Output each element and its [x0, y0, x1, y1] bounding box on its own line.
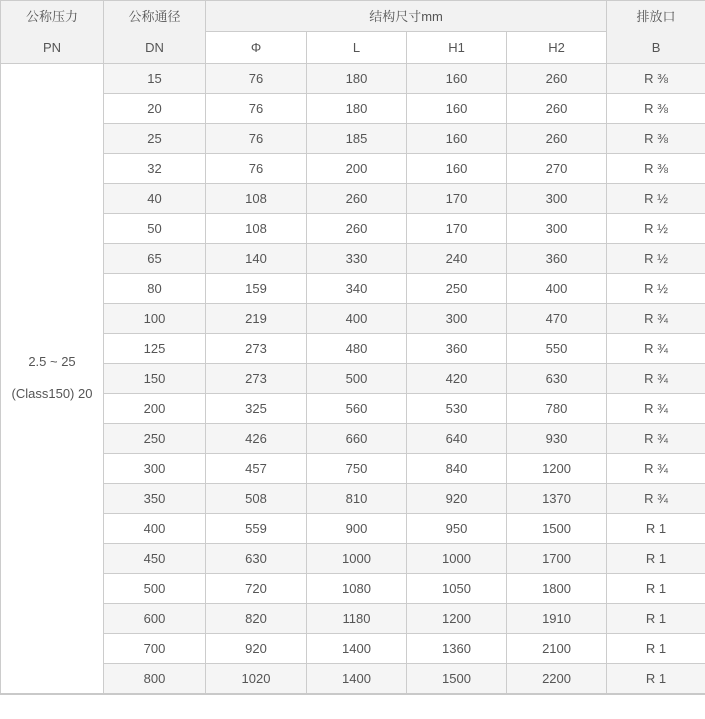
cell-dn: 600 [104, 604, 206, 634]
cell-h2: 630 [507, 364, 607, 394]
cell-b: R 1 [607, 514, 705, 544]
cell-dn: 15 [104, 64, 206, 94]
cell-b: R 1 [607, 604, 705, 634]
table-row [1, 544, 705, 574]
cell-h1: 160 [407, 154, 507, 184]
cell-h1: 1050 [407, 574, 507, 604]
table-row [1, 604, 705, 634]
cell-l: 1400 [307, 664, 407, 694]
cell-h2: 930 [507, 424, 607, 454]
cell-h2: 1500 [507, 514, 607, 544]
table-row [1, 274, 705, 304]
cell-dn: 700 [104, 634, 206, 664]
cell-b: R ¾ [607, 304, 705, 334]
cell-h1: 170 [407, 184, 507, 214]
cell-l: 500 [307, 364, 407, 394]
cell-h1: 420 [407, 364, 507, 394]
header-nominal-pressure [1, 1, 104, 64]
cell-h2: 2200 [507, 664, 607, 694]
cell-phi: 559 [206, 514, 307, 544]
cell-b: R ¾ [607, 484, 705, 514]
cell-b: R ⅜ [607, 64, 705, 94]
cell-l: 185 [307, 124, 407, 154]
header-nominal-pressure-abbr: PN [42, 40, 62, 55]
cell-phi: 159 [206, 274, 307, 304]
header-row-1 [1, 1, 705, 32]
cell-l: 660 [307, 424, 407, 454]
table-row [1, 334, 705, 364]
table-row [1, 184, 705, 214]
cell-b: R ½ [607, 274, 705, 304]
cell-dn: 125 [104, 334, 206, 364]
subheader-h1: H1 [407, 31, 507, 63]
cell-dn: 50 [104, 214, 206, 244]
cell-b: R 1 [607, 574, 705, 604]
cell-b: R 1 [607, 664, 705, 694]
cell-dn: 800 [104, 664, 206, 694]
cell-l: 750 [307, 454, 407, 484]
cell-phi: 426 [206, 424, 307, 454]
cell-dn: 350 [104, 484, 206, 514]
cell-dn: 25 [104, 124, 206, 154]
cell-h2: 550 [507, 334, 607, 364]
cell-phi: 508 [206, 484, 307, 514]
table-row [1, 214, 705, 244]
cell-dn: 65 [104, 244, 206, 274]
header-discharge-port-cn: 排放口 [636, 9, 676, 24]
table-row [1, 154, 705, 184]
cell-l: 180 [307, 94, 407, 124]
cell-dn: 40 [104, 184, 206, 214]
cell-l: 400 [307, 304, 407, 334]
cell-phi: 76 [206, 154, 307, 184]
cell-b: R ¾ [607, 424, 705, 454]
cell-phi: 273 [206, 364, 307, 394]
cell-dn: 400 [104, 514, 206, 544]
cell-phi: 108 [206, 184, 307, 214]
cell-b: R ½ [607, 214, 705, 244]
cell-h1: 240 [407, 244, 507, 274]
cell-h2: 270 [507, 154, 607, 184]
table-header [1, 1, 705, 64]
cell-b: R 1 [607, 634, 705, 664]
cell-phi: 108 [206, 214, 307, 244]
cell-b: R ⅜ [607, 154, 705, 184]
cell-b: R ¾ [607, 364, 705, 394]
cell-dn: 300 [104, 454, 206, 484]
cell-l: 1080 [307, 574, 407, 604]
table-row [1, 634, 705, 664]
cell-h1: 640 [407, 424, 507, 454]
table-row [1, 424, 705, 454]
header-nominal-diameter [104, 1, 206, 64]
header-structure-dimensions: 结构尺寸mm [206, 1, 607, 32]
cell-phi: 76 [206, 94, 307, 124]
cell-phi: 630 [206, 544, 307, 574]
cell-h2: 470 [507, 304, 607, 334]
table-row [1, 454, 705, 484]
cell-b: R ¾ [607, 454, 705, 484]
cell-l: 260 [307, 184, 407, 214]
table-row [1, 394, 705, 424]
cell-l: 180 [307, 64, 407, 94]
pn-value-merged-cell [1, 64, 104, 694]
table-row [1, 124, 705, 154]
cell-h2: 300 [507, 184, 607, 214]
cell-phi: 920 [206, 634, 307, 664]
table-body [1, 64, 705, 694]
cell-phi: 1020 [206, 664, 307, 694]
cell-h1: 160 [407, 124, 507, 154]
cell-b: R ½ [607, 184, 705, 214]
cell-dn: 150 [104, 364, 206, 394]
cell-h2: 1700 [507, 544, 607, 574]
cell-phi: 219 [206, 304, 307, 334]
pn-value-range: 2.5 ~ 25 [28, 354, 76, 370]
cell-phi: 325 [206, 394, 307, 424]
cell-phi: 140 [206, 244, 307, 274]
header-discharge-port [607, 1, 705, 64]
cell-h1: 160 [407, 64, 507, 94]
cell-dn: 100 [104, 304, 206, 334]
table-row [1, 484, 705, 514]
cell-h2: 1370 [507, 484, 607, 514]
cell-b: R ¾ [607, 394, 705, 424]
table-row [1, 94, 705, 124]
cell-dn: 200 [104, 394, 206, 424]
cell-h2: 360 [507, 244, 607, 274]
cell-h2: 1200 [507, 454, 607, 484]
table-row [1, 574, 705, 604]
cell-dn: 250 [104, 424, 206, 454]
cell-h1: 530 [407, 394, 507, 424]
cell-h2: 2100 [507, 634, 607, 664]
cell-l: 340 [307, 274, 407, 304]
cell-b: R ⅜ [607, 124, 705, 154]
cell-phi: 720 [206, 574, 307, 604]
cell-l: 1400 [307, 634, 407, 664]
table-row [1, 64, 705, 94]
cell-h1: 160 [407, 94, 507, 124]
cell-l: 260 [307, 214, 407, 244]
cell-l: 810 [307, 484, 407, 514]
cell-l: 200 [307, 154, 407, 184]
cell-h2: 780 [507, 394, 607, 424]
cell-h1: 1360 [407, 634, 507, 664]
cell-phi: 76 [206, 124, 307, 154]
cell-l: 560 [307, 394, 407, 424]
cell-phi: 273 [206, 334, 307, 364]
cell-l: 1180 [307, 604, 407, 634]
header-nominal-diameter-abbr: DN [145, 40, 164, 55]
table-row [1, 304, 705, 334]
cell-h2: 300 [507, 214, 607, 244]
cell-h1: 1000 [407, 544, 507, 574]
cell-b: R ⅜ [607, 94, 705, 124]
cell-h2: 260 [507, 94, 607, 124]
cell-h1: 170 [407, 214, 507, 244]
cell-h2: 260 [507, 124, 607, 154]
cell-l: 480 [307, 334, 407, 364]
cell-h1: 360 [407, 334, 507, 364]
cell-h1: 1200 [407, 604, 507, 634]
cell-l: 1000 [307, 544, 407, 574]
cell-h2: 260 [507, 64, 607, 94]
cell-l: 330 [307, 244, 407, 274]
header-nominal-pressure-cn: 公称压力 [25, 9, 78, 24]
cell-b: R ½ [607, 244, 705, 274]
cell-dn: 450 [104, 544, 206, 574]
cell-phi: 457 [206, 454, 307, 484]
subheader-h2: H2 [507, 31, 607, 63]
cell-phi: 820 [206, 604, 307, 634]
cell-h2: 400 [507, 274, 607, 304]
cell-h2: 1910 [507, 604, 607, 634]
table-row [1, 244, 705, 274]
header-nominal-diameter-cn: 公称通径 [128, 9, 181, 24]
cell-dn: 80 [104, 274, 206, 304]
table-row [1, 514, 705, 544]
table-row [1, 664, 705, 694]
cell-h1: 920 [407, 484, 507, 514]
cell-h1: 950 [407, 514, 507, 544]
cell-h1: 840 [407, 454, 507, 484]
cell-dn: 32 [104, 154, 206, 184]
cell-b: R ¾ [607, 334, 705, 364]
cell-phi: 76 [206, 64, 307, 94]
cell-h2: 1800 [507, 574, 607, 604]
cell-b: R 1 [607, 544, 705, 574]
pn-value-class: (Class150) 20 [11, 386, 93, 402]
subheader-l: L [307, 31, 407, 63]
subheader-phi: Φ [206, 31, 307, 63]
table-row [1, 364, 705, 394]
cell-dn: 500 [104, 574, 206, 604]
cell-dn: 20 [104, 94, 206, 124]
cell-l: 900 [307, 514, 407, 544]
cell-h1: 300 [407, 304, 507, 334]
header-discharge-port-abbr: B [651, 40, 661, 55]
cell-h1: 1500 [407, 664, 507, 694]
cell-h1: 250 [407, 274, 507, 304]
